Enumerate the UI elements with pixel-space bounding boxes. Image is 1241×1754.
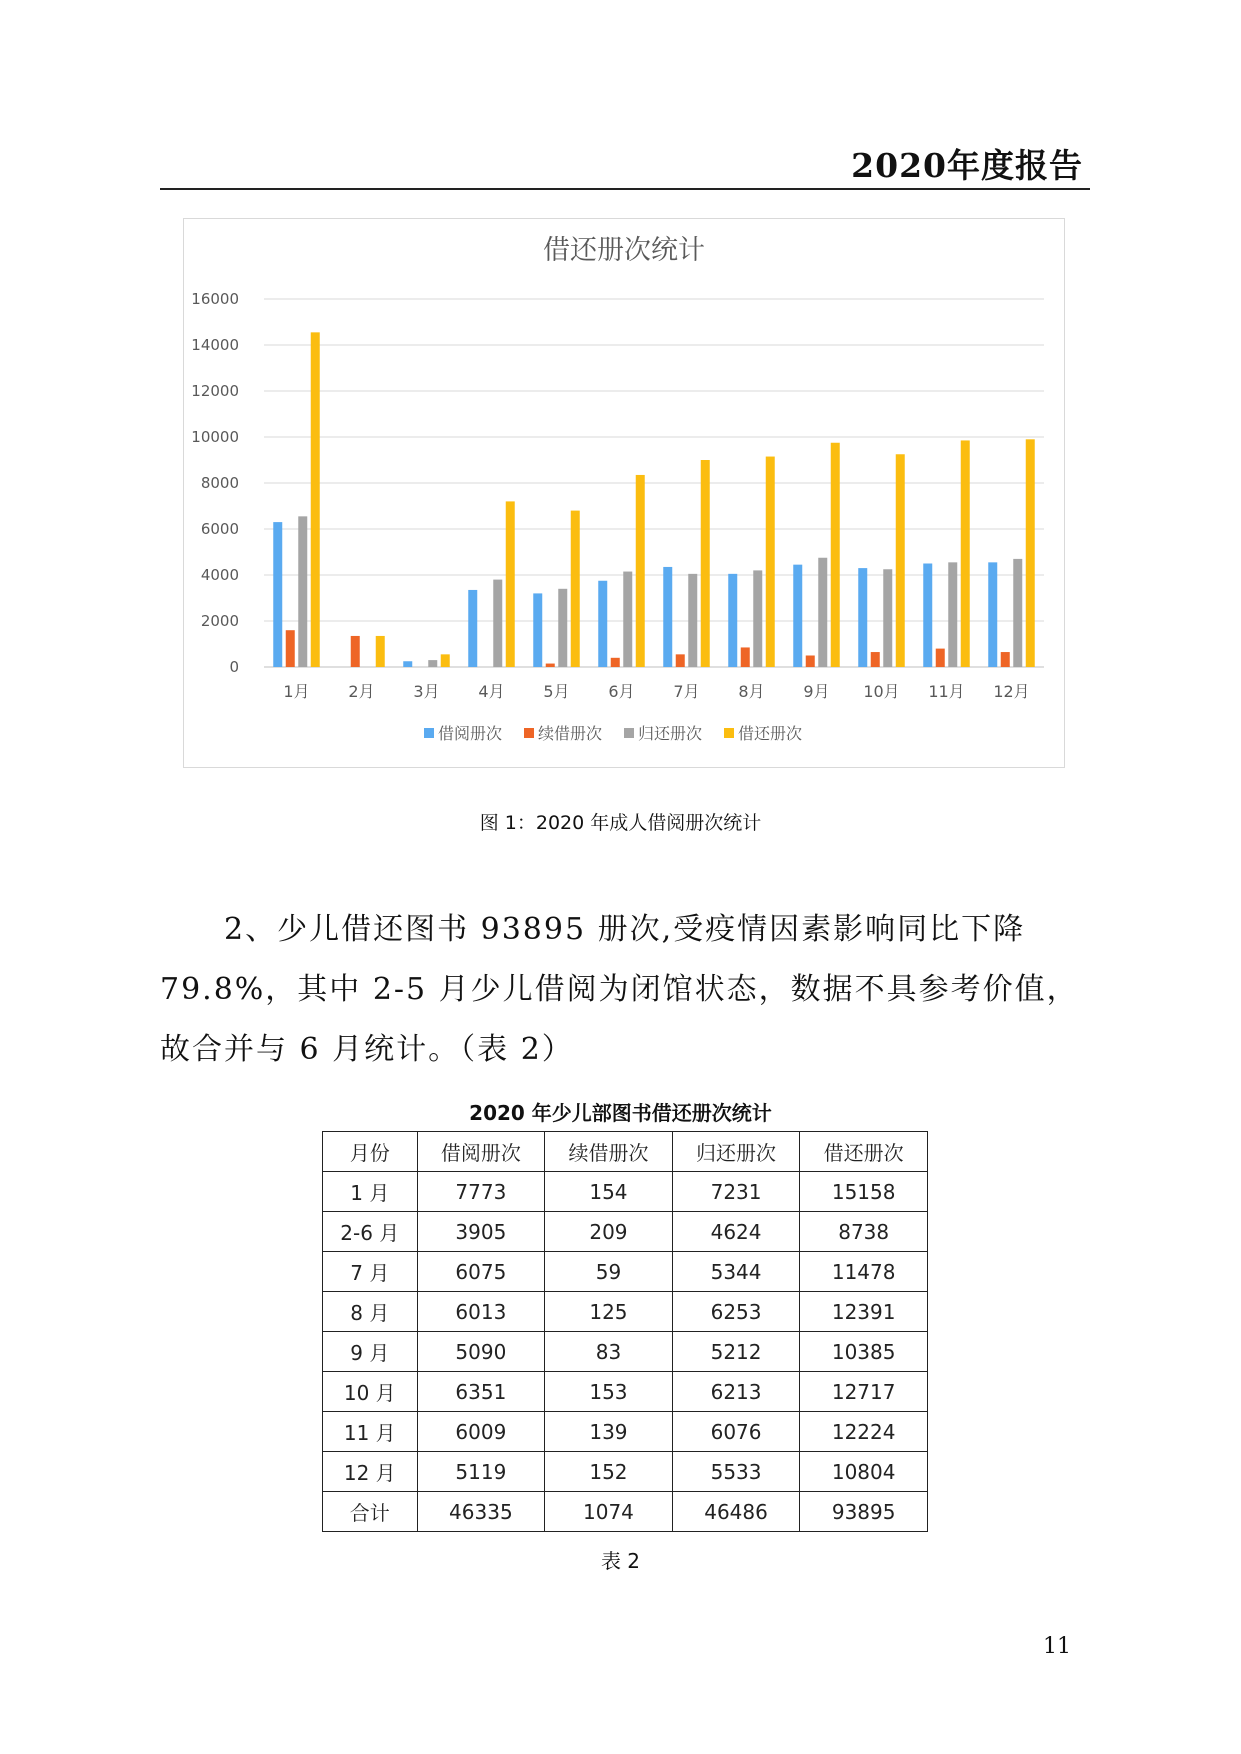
bar-续借册次 [286,630,295,667]
cell-borrow: 6009 [417,1412,545,1452]
bar-续借册次 [676,654,685,667]
x-tick-label: 3月 [413,682,440,701]
bar-借还册次 [831,443,840,667]
cell-return: 5533 [672,1452,800,1492]
body-paragraph [160,900,1080,1080]
x-tick-label: 6月 [608,682,635,701]
cell-borrow: 3905 [417,1212,545,1252]
bar-归还册次 [753,570,762,667]
bar-续借册次 [611,658,620,667]
bar-借阅册次 [858,568,867,667]
table-row [323,1172,928,1212]
cell-borrow: 46335 [417,1492,545,1532]
cell-borrow: 6075 [417,1252,545,1292]
y-tick-label: 4000 [200,566,239,584]
bar-借还册次 [571,511,580,667]
cell-return: 6076 [672,1412,800,1452]
page-number: 11 [1043,1634,1071,1659]
cell-borrow: 6351 [417,1372,545,1412]
figure-caption: 图 1：2020 年成人借阅册次统计 [479,812,762,834]
x-tick-label: 1月 [283,682,310,701]
bar-借阅册次 [468,590,477,667]
bar-归还册次 [493,580,502,667]
legend-swatch [424,728,434,738]
bar-借还册次 [1026,439,1035,667]
chart-container [183,218,1065,768]
legend-label: 借还册次 [738,724,803,743]
cell-total: 11478 [800,1252,928,1292]
cell-total: 10804 [800,1452,928,1492]
bar-借还册次 [766,457,775,667]
cell-month: 1 月 [323,1172,418,1212]
cell-renew: 152 [545,1452,673,1492]
cell-total: 12224 [800,1412,928,1452]
table-total-row [323,1492,928,1532]
stats-table [322,1131,928,1532]
bar-chart [184,219,1064,767]
chart-title: 借还册次统计 [543,235,705,266]
cell-renew: 153 [545,1372,673,1412]
cell-borrow: 5119 [417,1452,545,1492]
y-tick-label: 14000 [191,336,239,354]
bar-借阅册次 [533,593,542,667]
bar-归还册次 [688,574,697,667]
cell-month: 9 月 [323,1332,418,1372]
cell-renew: 83 [545,1332,673,1372]
y-tick-label: 8000 [200,474,239,492]
y-tick-label: 10000 [191,428,239,446]
bar-续借册次 [351,636,360,667]
bar-续借册次 [741,647,750,667]
x-tick-label: 5月 [543,682,570,701]
table-row [323,1292,928,1332]
x-tick-label: 2月 [348,682,375,701]
bar-借还册次 [896,454,905,667]
bar-归还册次 [623,572,632,667]
bar-归还册次 [948,562,957,667]
bar-续借册次 [806,656,815,668]
x-tick-label: 11月 [928,682,965,701]
cell-renew: 1074 [545,1492,673,1532]
bar-归还册次 [428,660,437,667]
legend-swatch [624,728,634,738]
header-month: 月份 [323,1132,418,1172]
y-tick-label: 6000 [200,520,239,538]
legend-label: 续借册次 [538,724,603,743]
bar-归还册次 [883,569,892,667]
table-row [323,1452,928,1492]
bar-借阅册次 [988,562,997,667]
report-title: 2020年度报告 [851,146,1083,185]
x-tick-label: 10月 [863,682,900,701]
bar-借还册次 [961,440,970,667]
cell-month: 11 月 [323,1412,418,1452]
cell-total: 12717 [800,1372,928,1412]
x-tick-label: 4月 [478,682,505,701]
bar-续借册次 [936,649,945,667]
cell-return: 6213 [672,1372,800,1412]
table-row [323,1332,928,1372]
legend-label: 借阅册次 [438,724,503,743]
bar-借阅册次 [598,581,607,667]
cell-total: 15158 [800,1172,928,1212]
bar-借阅册次 [663,567,672,667]
bar-借还册次 [441,654,450,667]
cell-month: 合计 [323,1492,418,1532]
cell-month: 7 月 [323,1252,418,1292]
header-divider [160,188,1090,190]
bar-归还册次 [298,516,307,667]
cell-return: 6253 [672,1292,800,1332]
legend-swatch [524,728,534,738]
table-note: 表 2 [600,1549,641,1573]
cell-renew: 139 [545,1412,673,1452]
header-total: 借还册次 [800,1132,928,1172]
y-tick-label: 2000 [200,612,239,630]
legend-label: 归还册次 [638,724,703,743]
cell-total: 12391 [800,1292,928,1332]
cell-borrow: 6013 [417,1292,545,1332]
bar-借阅册次 [728,574,737,667]
x-tick-label: 12月 [993,682,1030,701]
bar-借还册次 [506,501,515,667]
cell-renew: 59 [545,1252,673,1292]
cell-month: 12 月 [323,1452,418,1492]
bar-归还册次 [1013,559,1022,667]
legend-swatch [724,728,734,738]
y-tick-label: 16000 [191,290,239,308]
table-title: 2020 年少儿部图书借还册次统计 [469,1101,772,1125]
cell-total: 93895 [800,1492,928,1532]
bar-续借册次 [546,664,555,667]
cell-borrow: 7773 [417,1172,545,1212]
bar-借阅册次 [403,661,412,667]
paragraph-text: 2、少儿借还图书 93895 册次,受疫情因素影响同比下降 79.8%，其中 2-5 月少儿借阅为闭馆状态，数据不具参考价值，故合并与 6 月统计。（表 2） [160,912,1079,1067]
bar-续借册次 [1001,652,1010,667]
cell-return: 7231 [672,1172,800,1212]
table-row [323,1252,928,1292]
cell-renew: 154 [545,1172,673,1212]
cell-return: 46486 [672,1492,800,1532]
bar-借阅册次 [273,522,282,667]
bar-借还册次 [701,460,710,667]
bar-借阅册次 [923,564,932,668]
table-row [323,1212,928,1252]
x-tick-label: 8月 [738,682,765,701]
cell-month: 10 月 [323,1372,418,1412]
header-renew: 续借册次 [545,1132,673,1172]
cell-month: 2-6 月 [323,1212,418,1252]
header-borrow: 借阅册次 [417,1132,545,1172]
y-tick-label: 12000 [191,382,239,400]
cell-month: 8 月 [323,1292,418,1332]
cell-renew: 125 [545,1292,673,1332]
cell-total: 10385 [800,1332,928,1372]
cell-return: 5344 [672,1252,800,1292]
x-tick-label: 9月 [803,682,830,701]
bar-归还册次 [558,589,567,667]
bar-借阅册次 [793,565,802,667]
header-return: 归还册次 [672,1132,800,1172]
table-header-row [323,1132,928,1172]
bar-借还册次 [376,636,385,667]
x-tick-label: 7月 [673,682,700,701]
bar-借还册次 [311,332,320,667]
table-row [323,1372,928,1412]
y-tick-label: 0 [229,658,239,676]
cell-renew: 209 [545,1212,673,1252]
cell-return: 4624 [672,1212,800,1252]
table-row [323,1412,928,1452]
cell-total: 8738 [800,1212,928,1252]
cell-borrow: 5090 [417,1332,545,1372]
bar-归还册次 [818,558,827,667]
bar-续借册次 [871,652,880,667]
cell-return: 5212 [672,1332,800,1372]
bar-借还册次 [636,475,645,667]
